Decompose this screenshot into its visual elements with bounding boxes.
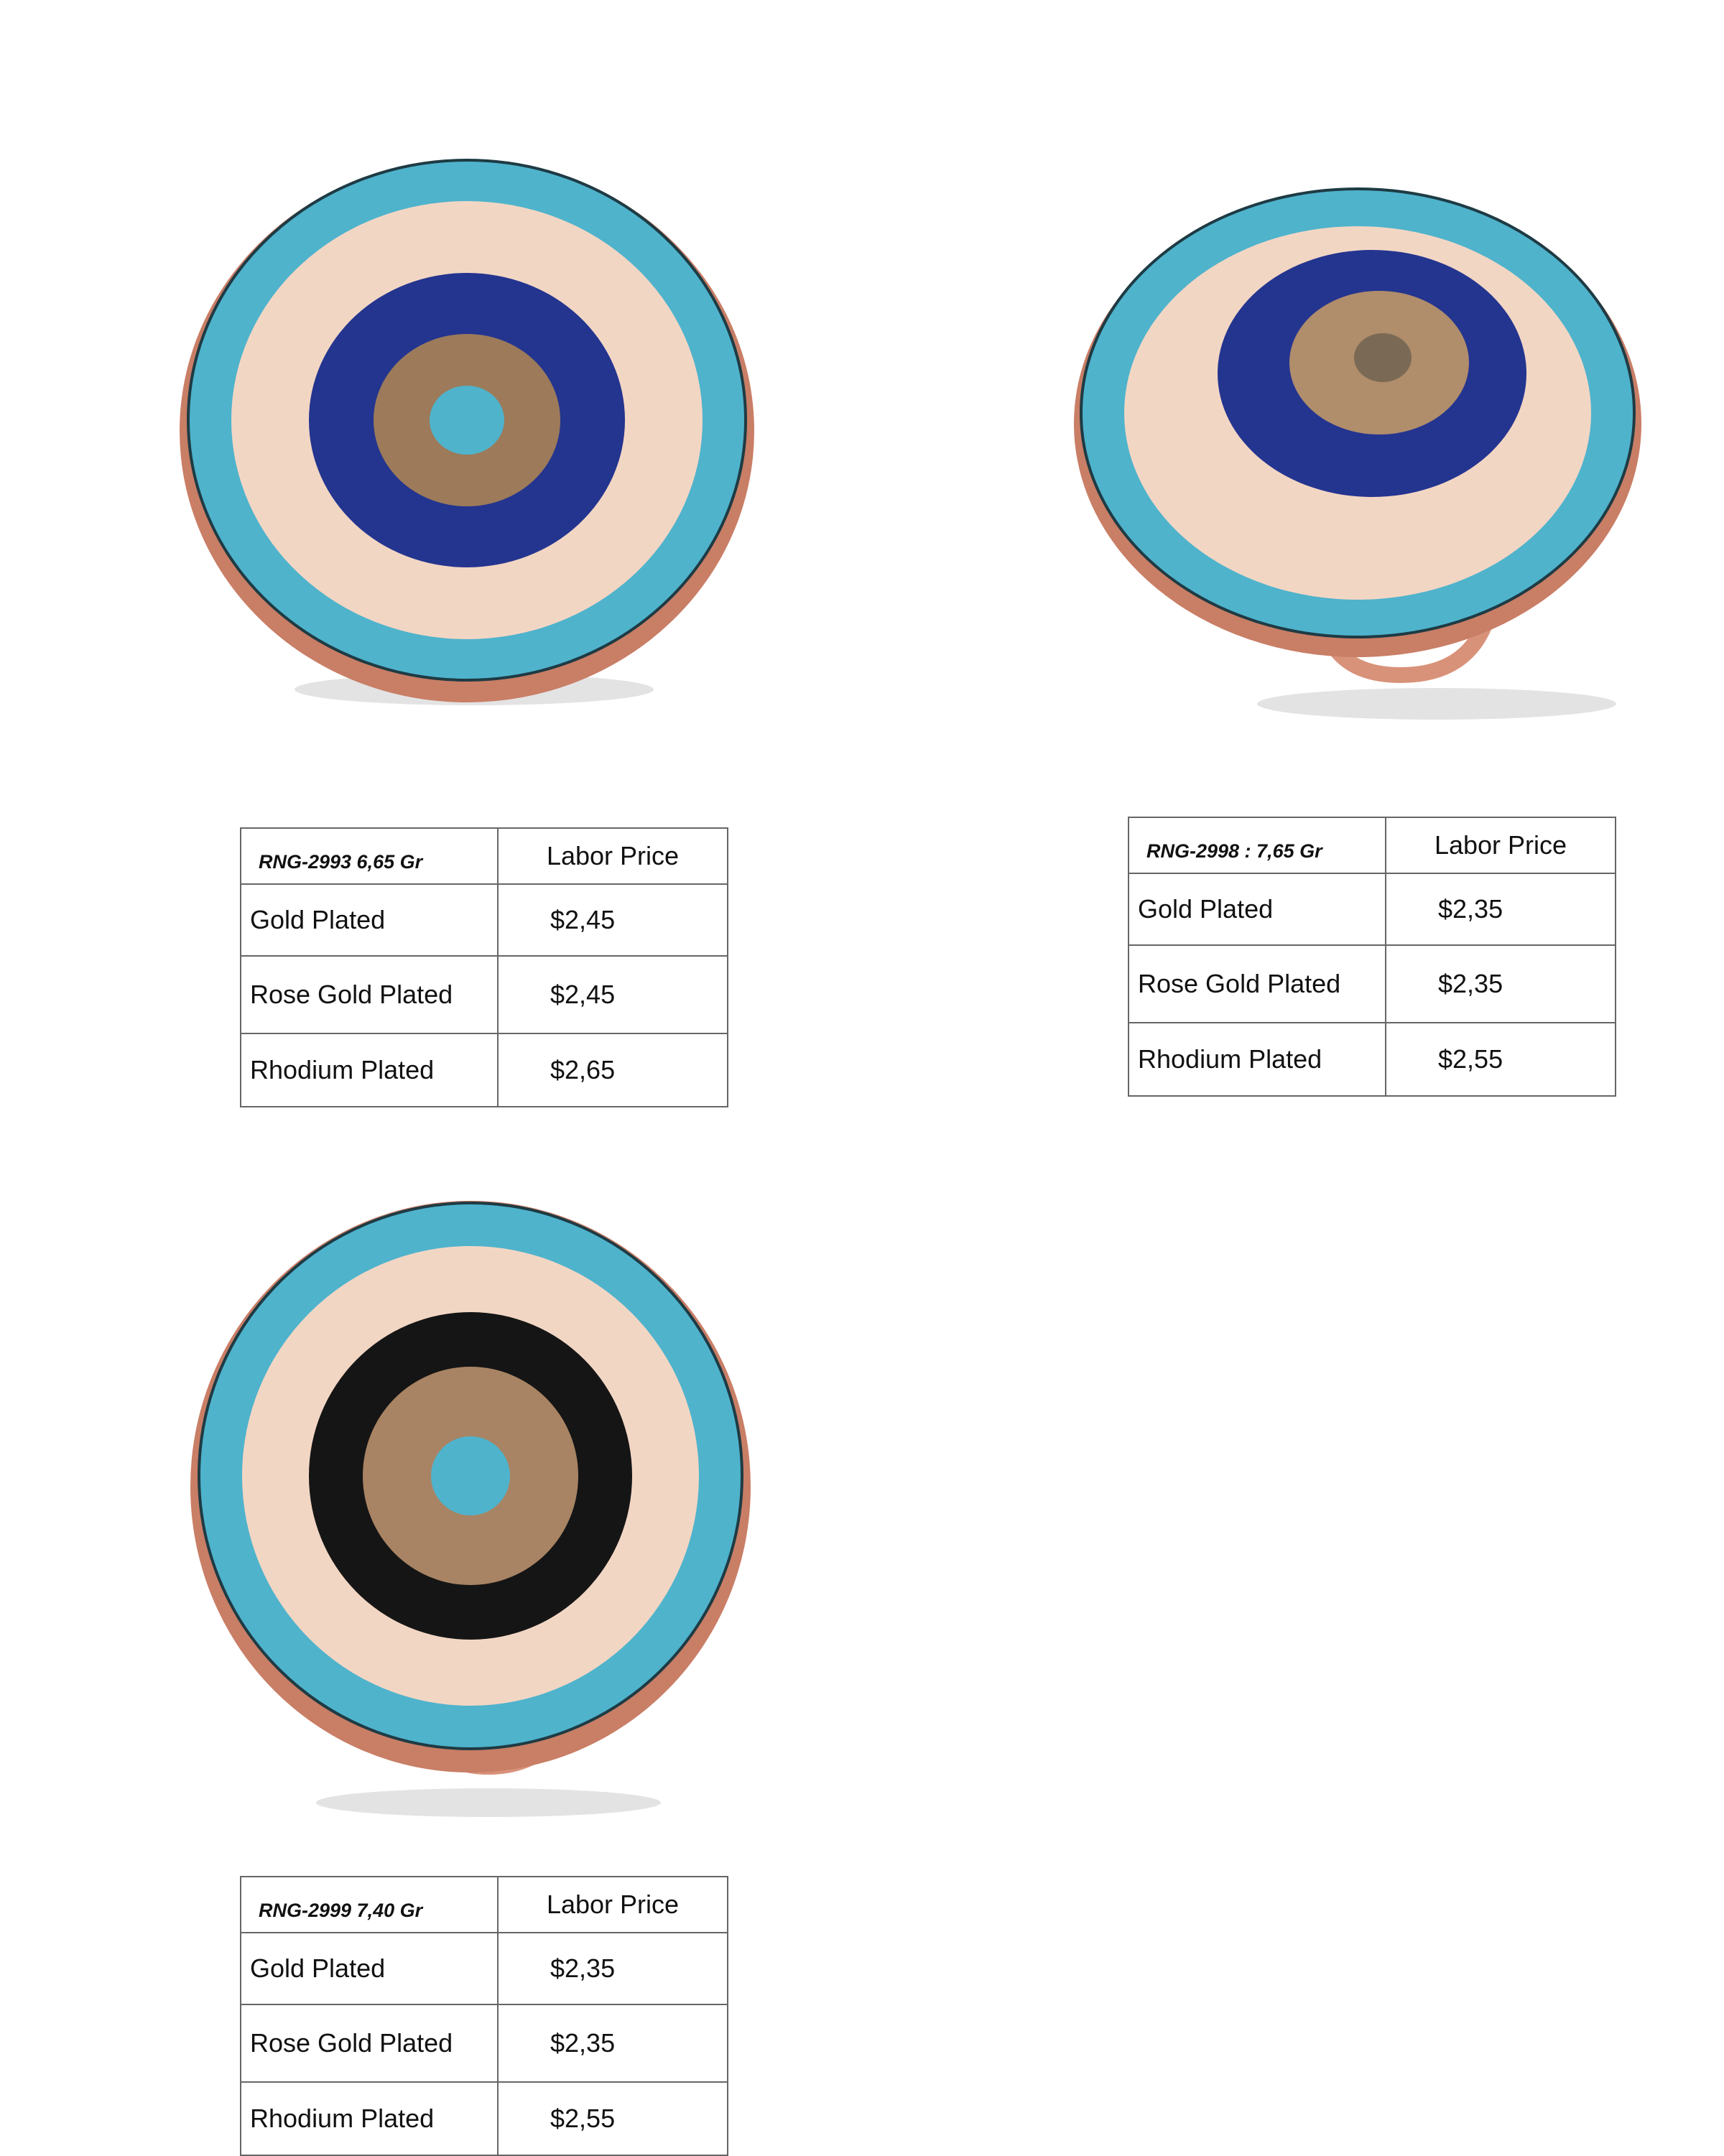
price-value: $2,45 <box>498 884 728 956</box>
finish-label: Rose Gold Plated <box>241 2004 498 2082</box>
finish-label: Rose Gold Plated <box>1129 945 1386 1023</box>
price-table-2 <box>1128 817 1616 1097</box>
labor-price-header: Labor Price <box>498 828 728 884</box>
price-value: $2,35 <box>498 2004 728 2082</box>
ring-image-2 <box>1063 158 1652 733</box>
product-code: RNG-2998 : 7,65 Gr <box>1129 817 1386 873</box>
labor-price-header: Labor Price <box>1386 817 1616 873</box>
price-value: $2,35 <box>1386 873 1616 945</box>
finish-label: Rose Gold Plated <box>241 956 498 1033</box>
ring-image-1 <box>172 129 761 740</box>
finish-label: Rhodium Plated <box>241 2082 498 2155</box>
product-code: RNG-2999 7,40 Gr <box>241 1877 498 1933</box>
price-table-3 <box>240 1876 728 2156</box>
finish-label: Rhodium Plated <box>241 1033 498 1107</box>
price-value: $2,55 <box>498 2082 728 2155</box>
price-value: $2,55 <box>1386 1023 1616 1096</box>
price-value: $2,35 <box>498 1933 728 2004</box>
price-value: $2,45 <box>498 956 728 1033</box>
finish-label: Gold Plated <box>241 884 498 956</box>
price-value: $2,35 <box>1386 945 1616 1023</box>
ring-image-3 <box>187 1192 761 1824</box>
price-value: $2,65 <box>498 1033 728 1107</box>
finish-label: Rhodium Plated <box>1129 1023 1386 1096</box>
labor-price-header: Labor Price <box>498 1877 728 1933</box>
price-table-1 <box>240 827 728 1107</box>
finish-label: Gold Plated <box>241 1933 498 2004</box>
finish-label: Gold Plated <box>1129 873 1386 945</box>
product-code: RNG-2993 6,65 Gr <box>241 828 498 884</box>
